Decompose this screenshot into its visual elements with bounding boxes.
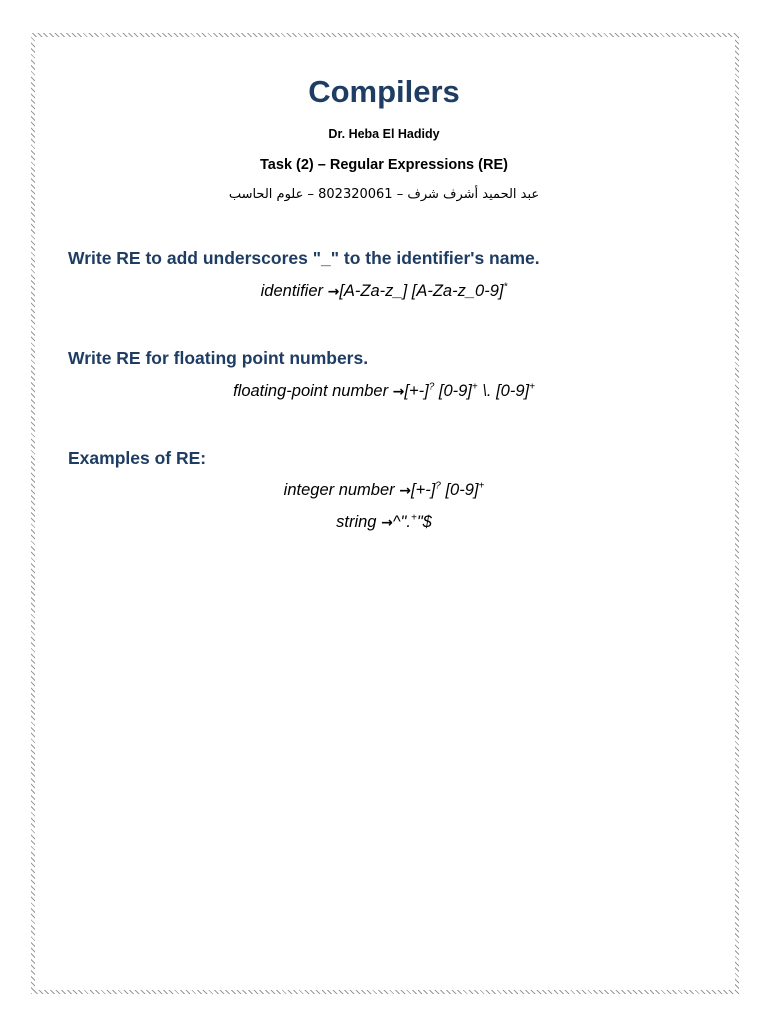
right-arrow-icon: → [327, 284, 340, 300]
expression-lhs: floating-point number [233, 382, 389, 400]
floating-point-expression [0, 380, 768, 403]
expression-part: \. [0-9] [477, 382, 530, 400]
expression-part: [0-9] [440, 481, 479, 499]
student-info: عبد الحميد أشرف شرف – 802320061 – علوم الحاسب [228, 187, 540, 202]
section-heading-examples: Examples of RE: [68, 448, 207, 468]
right-arrow-icon: → [381, 515, 393, 531]
section-heading-identifier: Write RE to add underscores "_" to the identifier's name. [68, 248, 540, 268]
expression-lhs: identifier [260, 282, 323, 300]
kleene-star: * [503, 281, 508, 293]
expression-sup: ? [435, 480, 441, 492]
section-heading-floating: Write RE for floating point numbers. [68, 348, 369, 368]
expression-lhs: string [336, 513, 377, 531]
expression-part: [+-] [410, 481, 436, 499]
expression-sup: + [410, 512, 417, 524]
expression-lhs: integer number [283, 481, 395, 499]
expression-sup: + [529, 381, 535, 393]
expression-rhs: [A-Za-z_] [A-Za-z_0-9] [339, 282, 504, 300]
right-arrow-icon: → [392, 384, 405, 400]
integer-expression [0, 479, 768, 502]
string-expression [0, 511, 768, 534]
expression-sup: + [471, 381, 478, 393]
right-arrow-icon: → [399, 483, 411, 499]
identifier-expression [0, 280, 768, 303]
expression-sup: ? [428, 381, 435, 393]
expression-part: "$ [416, 513, 432, 531]
expression-sup: + [478, 480, 485, 492]
author-name: Dr. Heba El Hadidy [328, 127, 440, 141]
task-title: Task (2) – Regular Expressions (RE) [260, 157, 508, 173]
expression-part: [+-] [404, 382, 429, 400]
expression-part: ^". [392, 513, 411, 531]
expression-part: [0-9] [434, 382, 472, 400]
document-title: Compilers [308, 74, 460, 109]
